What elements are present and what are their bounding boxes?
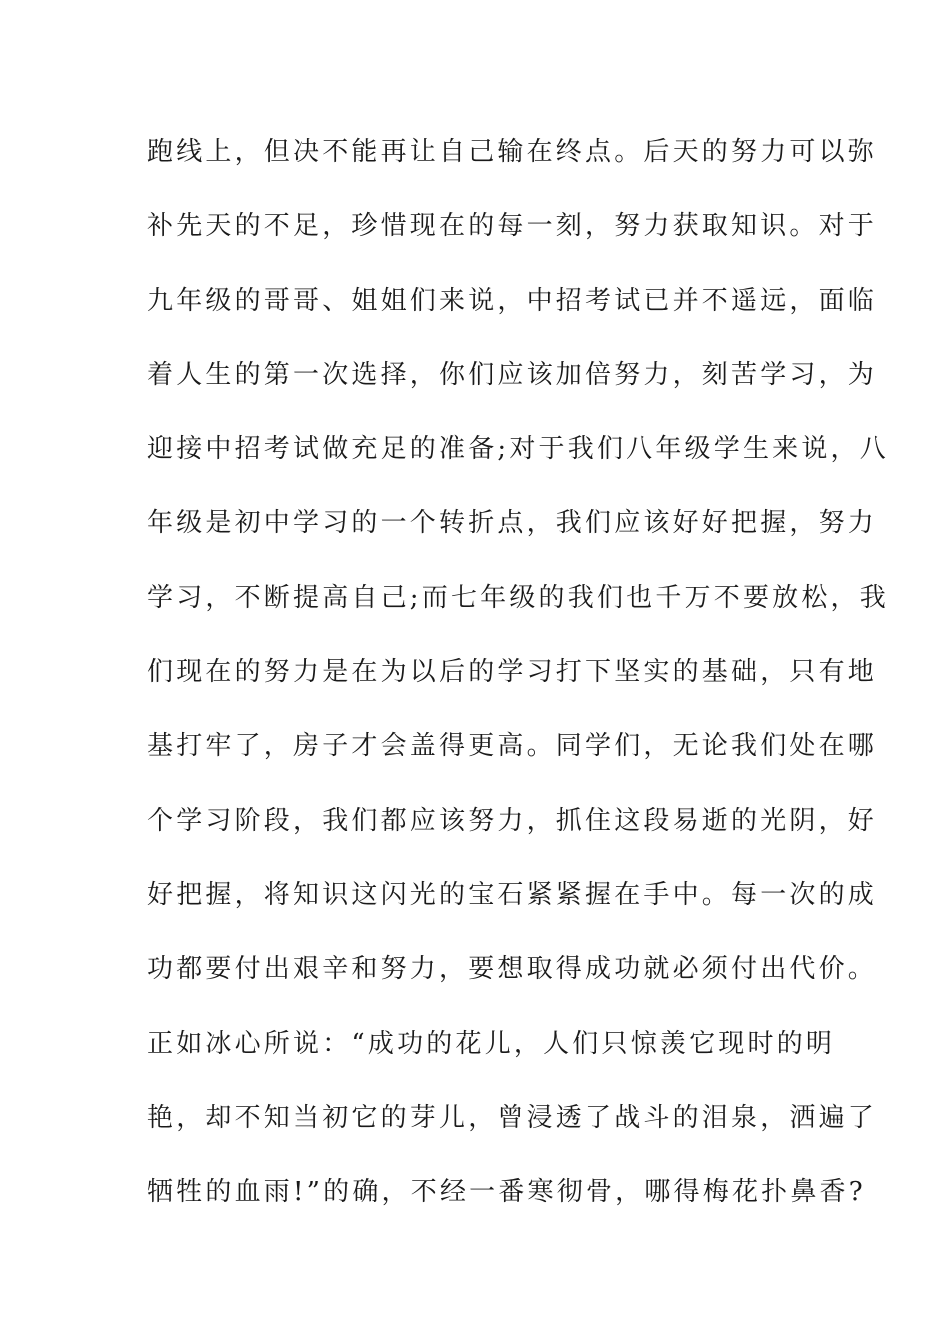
body-text (147, 128, 889, 1242)
text-line: 基打牢了，房子才会盖得更高。同学们，无论我们处在哪 (147, 731, 878, 762)
text-line: 牺牲的血雨!”的确，不经一番寒彻骨，哪得梅花扑鼻香? (147, 1177, 866, 1208)
text-line: 补先天的不足，珍惜现在的每一刻，努力获取知识。对于 (147, 211, 878, 242)
text-line: 学习，不断提高自己;而七年级的我们也千万不要放松，我 (147, 582, 889, 613)
text-line: 着人生的第一次选择，你们应该加倍努力，刻苦学习，为 (147, 359, 878, 390)
text-line: 个学习阶段，我们都应该努力，抓住这段易逝的光阴，好 (147, 805, 878, 836)
text-line: 年级是初中学习的一个转折点，我们应该好好把握，努力 (147, 508, 878, 539)
text-line: 功都要付出艰辛和努力，要想取得成功就必须付出代价。 (147, 954, 878, 985)
text-line: 正如冰心所说：“成功的花儿，人们只惊羡它现时的明 (147, 1028, 836, 1059)
text-line: 好把握，将知识这闪光的宝石紧紧握在手中。每一次的成 (147, 879, 878, 910)
text-line: 艳，却不知当初它的芽儿，曾浸透了战斗的泪泉，洒遍了 (147, 1102, 878, 1133)
text-line: 跑线上，但决不能再让自己输在终点。后天的努力可以弥 (147, 137, 878, 167)
text-line: 迎接中招考试做充足的准备;对于我们八年级学生来说，八 (147, 434, 889, 465)
text-line: 九年级的哥哥、姐姐们来说，中招考试已并不遥远，面临 (147, 285, 878, 316)
text-line: 们现在的努力是在为以后的学习打下坚实的基础，只有地 (147, 657, 878, 688)
